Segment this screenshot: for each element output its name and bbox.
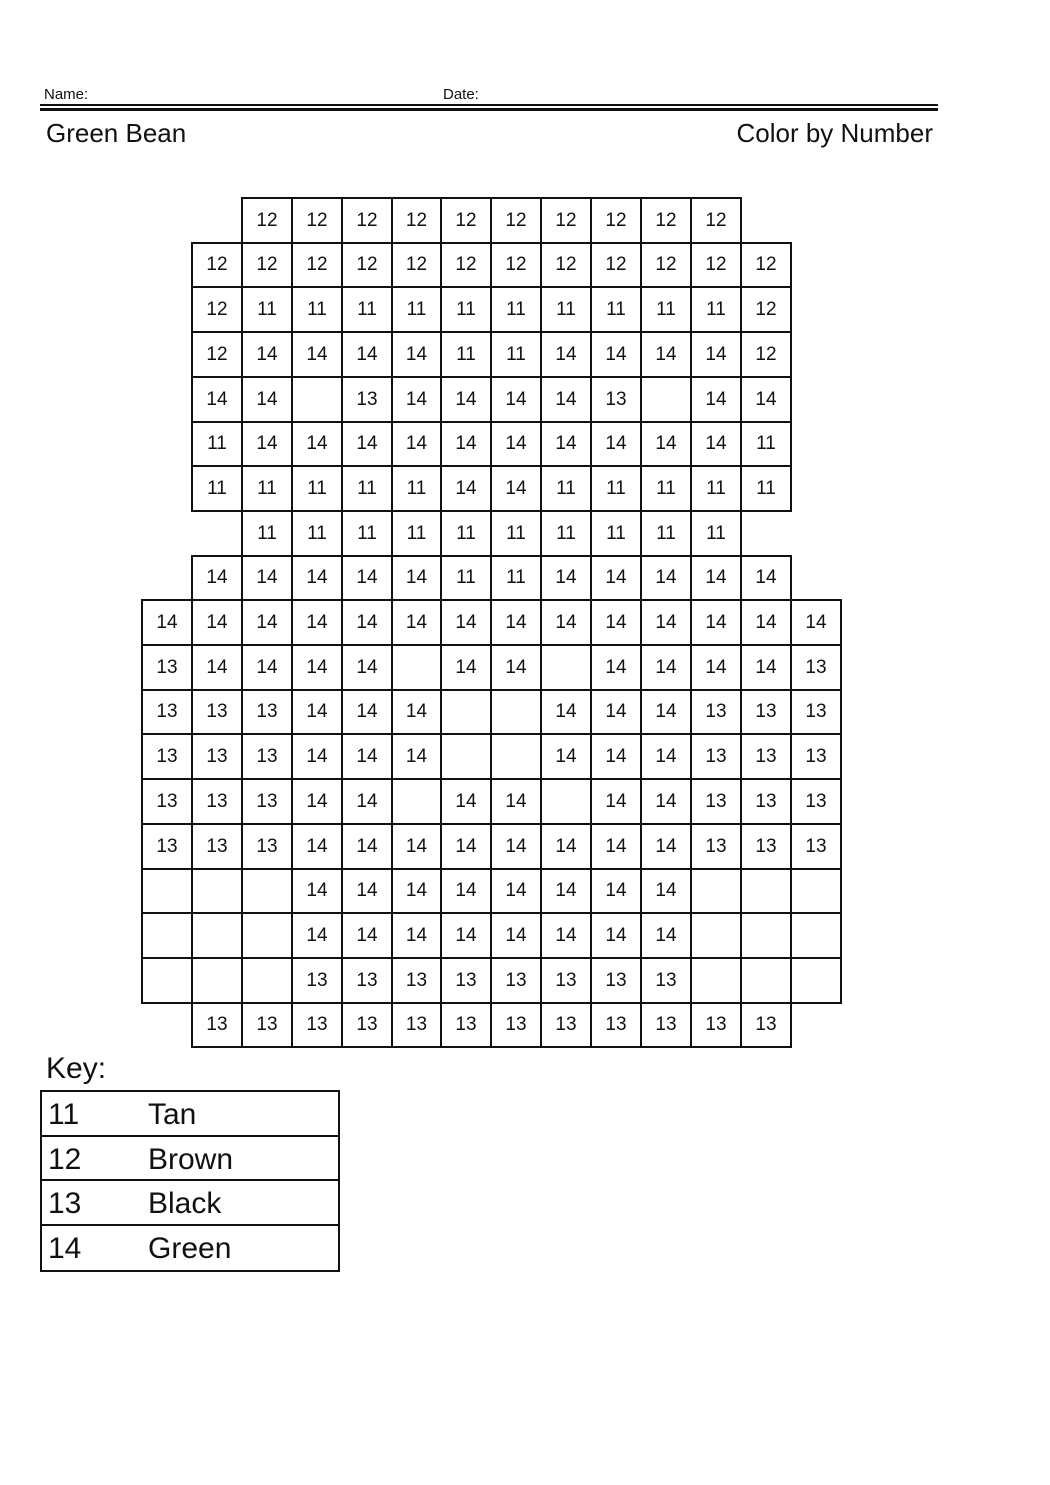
grid-cell: 14 [590,555,642,601]
grid-cell: 14 [740,376,792,423]
grid-cell: 14 [690,376,742,423]
grid-cell [690,868,742,914]
grid-cell: 12 [690,197,742,244]
grid-cell: 14 [440,778,492,825]
grid-cell: 11 [490,510,542,557]
grid-cell: 11 [291,465,343,512]
grid-cell: 14 [291,555,343,601]
grid-cell: 14 [640,689,692,735]
grid-cell [490,733,542,780]
key-number: 13 [48,1187,82,1220]
grid-cell: 11 [640,286,692,333]
grid-cell: 13 [341,376,393,423]
grid-cell: 13 [690,733,742,780]
grid-cell: 14 [490,644,542,691]
grid-cell: 14 [540,555,592,601]
grid-cell [141,912,193,959]
header-rule-top [40,104,938,106]
key-number: 11 [48,1098,80,1131]
grid-cell [241,957,293,1004]
grid-cell: 11 [490,286,542,333]
grid-cell: 14 [590,912,642,959]
grid-cell: 14 [391,733,442,780]
grid-cell: 14 [341,912,393,959]
grid-cell: 14 [440,599,492,646]
grid-cell: 11 [540,465,592,512]
grid-cell [690,957,742,1004]
grid-cell: 14 [540,599,592,646]
grid-cell: 12 [740,242,792,288]
grid-cell: 14 [690,331,742,378]
grid-cell: 11 [341,286,393,333]
grid-cell: 14 [590,421,642,467]
grid-cell: 14 [640,778,692,825]
grid-cell: 14 [540,421,592,467]
grid-cell [790,957,842,1004]
key-color-name: Green [148,1231,232,1265]
grid-cell: 13 [391,1002,442,1048]
grid-cell: 14 [590,599,642,646]
grid-cell [291,376,343,423]
grid-cell [690,912,742,959]
grid-cell: 14 [690,644,742,691]
grid-cell: 11 [540,510,592,557]
grid-cell: 13 [191,778,243,825]
date-label: Date: [443,86,479,103]
grid-cell: 14 [540,331,592,378]
grid-cell: 11 [740,421,792,467]
grid-cell: 14 [440,644,492,691]
grid-cell: 14 [291,868,343,914]
grid-cell: 14 [690,599,742,646]
grid-cell: 13 [241,823,293,870]
grid-cell: 14 [141,599,193,646]
grid-cell [740,912,792,959]
grid-cell: 13 [790,644,842,691]
grid-cell: 14 [241,644,293,691]
grid-cell: 13 [191,733,243,780]
grid-cell: 13 [341,957,393,1004]
grid-cell: 14 [241,331,293,378]
key-number: 12 [48,1142,82,1176]
grid-cell: 12 [191,286,243,333]
key-row [42,1137,338,1182]
worksheet-subtitle: Color by Number [736,118,933,148]
grid-cell: 13 [740,733,792,780]
grid-cell: 11 [440,331,492,378]
grid-cell: 13 [790,778,842,825]
grid-cell: 14 [640,599,692,646]
grid-cell: 12 [440,242,492,288]
grid-cell: 14 [590,778,642,825]
grid-cell: 12 [291,197,343,244]
grid-cell: 14 [790,599,842,646]
grid-cell: 12 [341,242,393,288]
grid-cell: 14 [341,331,393,378]
grid-cell: 14 [540,868,592,914]
grid-cell: 14 [191,599,243,646]
grid-cell: 14 [291,912,343,959]
grid-cell: 13 [391,957,442,1004]
grid-cell: 12 [590,197,642,244]
grid-cell: 14 [291,599,343,646]
grid-cell: 14 [291,778,343,825]
grid-cell: 14 [640,555,692,601]
grid-cell: 13 [790,733,842,780]
grid-cell: 13 [690,1002,742,1048]
grid-cell: 11 [341,465,393,512]
grid-cell [191,868,243,914]
grid-cell: 11 [191,465,243,512]
grid-cell: 11 [440,555,492,601]
grid-cell: 13 [740,823,792,870]
grid-cell: 13 [291,1002,343,1048]
grid-cell: 14 [590,644,642,691]
grid-cell: 13 [141,823,193,870]
grid-cell: 11 [590,510,642,557]
grid-cell: 11 [490,555,542,601]
name-label: Name: [44,86,89,103]
grid-cell [391,778,442,825]
grid-cell: 12 [241,242,293,288]
grid-cell: 12 [490,197,542,244]
grid-cell: 13 [740,1002,792,1048]
grid-cell [391,644,442,691]
key-table [40,1090,340,1272]
grid-cell: 11 [590,465,642,512]
grid-cell [740,957,792,1004]
grid-cell: 14 [191,644,243,691]
grid-cell: 14 [391,376,442,423]
grid-cell: 13 [640,957,692,1004]
grid-cell: 11 [490,331,542,378]
grid-cell [640,376,692,423]
grid-cell: 14 [291,331,343,378]
grid-cell [191,912,243,959]
grid-cell: 11 [440,510,492,557]
grid-cell: 14 [590,689,642,735]
grid-cell: 14 [490,823,542,870]
grid-cell [740,868,792,914]
grid-cell: 13 [790,689,842,735]
worksheet-title: Green Bean [46,118,187,148]
grid-cell: 11 [690,465,742,512]
grid-cell: 14 [540,823,592,870]
grid-cell: 14 [490,912,542,959]
grid-cell: 14 [440,421,492,467]
grid-cell: 13 [241,1002,293,1048]
grid-cell: 14 [590,733,642,780]
grid-cell: 13 [740,689,792,735]
grid-cell: 12 [391,242,442,288]
grid-cell: 14 [341,733,393,780]
grid-cell: 14 [341,555,393,601]
grid-cell: 14 [341,599,393,646]
grid-cell: 13 [141,733,193,780]
grid-cell: 14 [391,331,442,378]
grid-cell: 13 [191,823,243,870]
grid-cell: 12 [540,242,592,288]
grid-cell: 12 [640,197,692,244]
grid-cell: 14 [440,376,492,423]
grid-cell: 11 [391,510,442,557]
grid-cell: 11 [291,286,343,333]
grid-cell: 11 [690,286,742,333]
grid-cell: 14 [241,599,293,646]
grid-cell: 12 [391,197,442,244]
grid-cell: 14 [540,689,592,735]
key-color-name: Black [148,1187,222,1220]
grid-cell [540,644,592,691]
key-row [42,1226,338,1271]
grid-cell: 13 [241,689,293,735]
grid-cell: 11 [590,286,642,333]
grid-cell: 14 [341,644,393,691]
grid-cell: 14 [640,912,692,959]
grid-cell: 14 [341,689,393,735]
header-rule-bottom [40,108,938,111]
grid-cell: 13 [490,1002,542,1048]
grid-cell [440,689,492,735]
grid-cell: 12 [191,331,243,378]
grid-cell: 14 [341,778,393,825]
grid-cell: 14 [391,912,442,959]
grid-cell: 14 [590,868,642,914]
grid-cell: 11 [291,510,343,557]
grid-cell: 11 [341,510,393,557]
grid-cell: 11 [241,286,293,333]
grid-cell: 14 [490,868,542,914]
grid-cell: 14 [440,465,492,512]
grid-cell: 14 [291,689,343,735]
grid-cell: 13 [690,823,742,870]
grid-cell: 14 [490,465,542,512]
key-color-name: Brown [148,1142,234,1176]
grid-cell [191,957,243,1004]
grid-cell: 13 [740,778,792,825]
grid-cell: 11 [540,286,592,333]
grid-cell: 13 [141,644,193,691]
grid-cell: 13 [540,1002,592,1048]
grid-cell: 12 [490,242,542,288]
grid-cell: 14 [490,421,542,467]
grid-cell: 14 [640,823,692,870]
grid-cell: 14 [391,421,442,467]
grid-cell: 14 [640,331,692,378]
grid-cell: 13 [640,1002,692,1048]
grid-cell: 12 [291,242,343,288]
grid-cell: 14 [440,868,492,914]
grid-cell: 12 [440,197,492,244]
grid-cell: 13 [191,689,243,735]
grid-cell: 14 [391,689,442,735]
grid-cell: 13 [440,957,492,1004]
grid-cell: 14 [341,421,393,467]
grid-cell [141,868,193,914]
grid-cell: 14 [341,823,393,870]
grid-cell: 12 [740,331,792,378]
grid-cell: 11 [640,510,692,557]
grid-cell [490,689,542,735]
key-number: 14 [48,1231,82,1265]
grid-cell: 14 [540,733,592,780]
grid-cell: 14 [291,421,343,467]
grid-cell: 11 [191,421,243,467]
grid-cell: 11 [640,465,692,512]
grid-cell: 11 [241,510,293,557]
grid-cell [790,868,842,914]
grid-cell: 14 [391,823,442,870]
grid-cell: 13 [690,778,742,825]
grid-cell: 11 [391,465,442,512]
grid-cell: 14 [241,376,293,423]
grid-cell: 14 [590,331,642,378]
grid-cell: 13 [590,1002,642,1048]
grid-cell: 12 [740,286,792,333]
grid-cell: 12 [540,197,592,244]
grid-cell: 14 [291,733,343,780]
grid-cell: 14 [740,555,792,601]
grid-cell: 13 [590,376,642,423]
grid-cell: 14 [391,868,442,914]
grid-cell: 13 [241,778,293,825]
grid-cell: 14 [291,823,343,870]
grid-cell [241,912,293,959]
grid-cell: 14 [440,912,492,959]
grid-cell: 13 [540,957,592,1004]
grid-cell: 14 [640,644,692,691]
grid-cell: 13 [490,957,542,1004]
grid-cell: 12 [241,197,293,244]
grid-cell: 12 [690,242,742,288]
grid-cell: 14 [440,823,492,870]
grid-cell: 14 [291,644,343,691]
grid-cell: 14 [740,599,792,646]
grid-cell: 14 [341,868,393,914]
grid-cell: 14 [391,555,442,601]
grid-cell [540,778,592,825]
grid-cell: 11 [241,465,293,512]
grid-cell: 14 [191,555,243,601]
grid-cell: 14 [690,555,742,601]
grid-cell: 13 [241,733,293,780]
grid-cell: 12 [341,197,393,244]
grid-cell: 13 [590,957,642,1004]
grid-cell: 14 [490,376,542,423]
grid-cell: 13 [291,957,343,1004]
key-color-name: Tan [148,1098,197,1131]
grid-cell: 14 [391,599,442,646]
grid-cell: 14 [640,733,692,780]
grid-cell: 14 [241,555,293,601]
grid-cell: 12 [590,242,642,288]
grid-cell [141,957,193,1004]
grid-cell [440,733,492,780]
grid-cell: 14 [540,376,592,423]
grid-cell: 11 [690,510,742,557]
grid-cell: 13 [440,1002,492,1048]
grid-cell: 14 [640,868,692,914]
grid-cell: 13 [141,689,193,735]
grid-cell: 13 [341,1002,393,1048]
grid-cell: 14 [740,644,792,691]
grid-cell: 14 [191,376,243,423]
grid-cell: 11 [740,465,792,512]
grid-cell: 14 [690,421,742,467]
key-label: Key: [46,1052,107,1085]
grid-cell: 11 [440,286,492,333]
grid-cell: 14 [590,823,642,870]
grid-cell: 12 [191,242,243,288]
grid-cell: 13 [690,689,742,735]
grid-cell: 13 [790,823,842,870]
grid-cell: 14 [540,912,592,959]
grid-cell [790,912,842,959]
grid-cell: 14 [490,778,542,825]
key-row [42,1181,338,1226]
key-row [42,1092,338,1137]
grid-cell: 11 [391,286,442,333]
grid-cell: 14 [640,421,692,467]
grid-cell: 14 [490,599,542,646]
grid-cell: 12 [640,242,692,288]
grid-cell [241,868,293,914]
grid-cell: 13 [191,1002,243,1048]
grid-cell: 13 [141,778,193,825]
grid-cell: 14 [241,421,293,467]
